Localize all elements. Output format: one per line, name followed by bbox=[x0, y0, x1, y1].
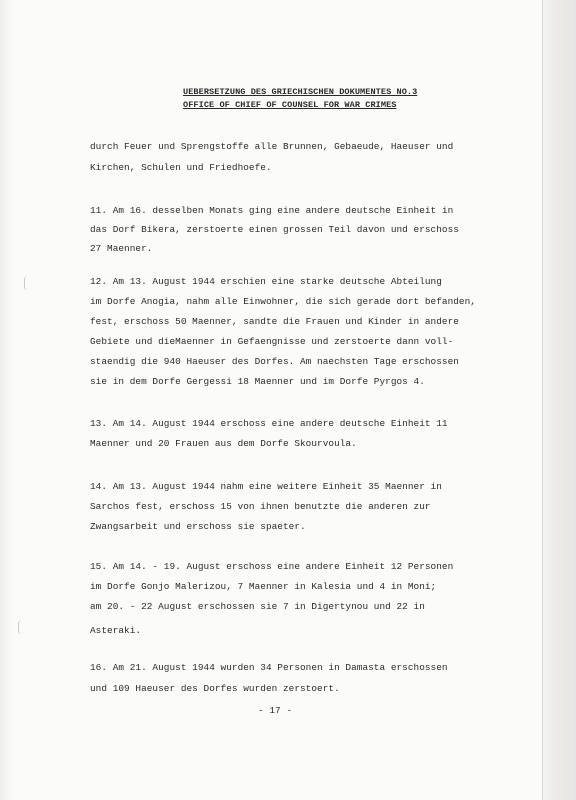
text-line: Asteraki. bbox=[90, 625, 142, 636]
text-line: 15. Am 14. - 19. August erschoss eine andere Einheit 12 Personen bbox=[90, 561, 454, 572]
text-line: 16. Am 21. August 1944 wurden 34 Personen in Damasta erschossen bbox=[90, 662, 448, 673]
page-right-edge bbox=[542, 0, 576, 800]
scan-mark bbox=[18, 620, 25, 634]
text-line: Sarchos fest, erschoss 15 von ihnen benutzte die anderen zur bbox=[90, 501, 431, 512]
text-line: Maenner und 20 Frauen aus dem Dorfe Skourvoula. bbox=[90, 438, 357, 449]
scan-mark bbox=[24, 276, 31, 290]
text-line: Gebiete und dieMaenner in Gefaengnisse und zerstoerte dann voll- bbox=[90, 336, 454, 347]
text-line: im Dorfe Gonjo Malerizou, 7 Maenner in Kalesia und 4 in Moni; bbox=[90, 581, 437, 592]
page-number: - 17 - bbox=[258, 705, 293, 716]
text-line: Kirchen, Schulen und Friedhoefe. bbox=[90, 162, 272, 173]
text-line: 11. Am 16. desselben Monats ging eine andere deutsche Einheit in bbox=[90, 205, 454, 216]
text-line: am 20. - 22 August erschossen sie 7 in Digertynou und 22 in bbox=[90, 601, 425, 612]
text-line: fest, erschoss 50 Maenner, sandte die Frauen und Kinder in andere bbox=[90, 316, 459, 327]
page-fold-line bbox=[542, 0, 543, 800]
text-line: staendig die 940 Haeuser des Dorfes. Am naechsten Tage erschossen bbox=[90, 356, 459, 367]
text-line: durch Feuer und Sprengstoffe alle Brunnen, Gebaeude, Haeuser und bbox=[90, 141, 454, 152]
text-line: 27 Maenner. bbox=[90, 243, 153, 254]
text-line: sie in dem Dorfe Gergessi 18 Maenner und im Dorfe Pyrgos 4. bbox=[90, 376, 425, 387]
text-line: Zwangsarbeit und erschoss sie spaeter. bbox=[90, 521, 306, 532]
text-line: und 109 Haeuser des Dorfes wurden zerstoert. bbox=[90, 683, 340, 694]
text-line: das Dorf Bikera, zerstoerte einen grossen Teil davon und erschoss bbox=[90, 224, 459, 235]
page-left-shadow bbox=[0, 0, 14, 800]
text-line: 12. Am 13. August 1944 erschien eine starke deutsche Abteilung bbox=[90, 276, 442, 287]
document-header-line1: UEBERSETZUNG DES GRIECHISCHEN DOKUMENTES NO.3 bbox=[183, 87, 418, 97]
document-header-line2: OFFICE OF CHIEF OF COUNSEL FOR WAR CRIMES bbox=[183, 100, 397, 110]
text-line: 13. Am 14. August 1944 erschoss eine andere deutsche Einheit 11 bbox=[90, 418, 448, 429]
text-line: 14. Am 13. August 1944 nahm eine weitere Einheit 35 Maenner in bbox=[90, 481, 442, 492]
text-line: im Dorfe Anogia, nahm alle Einwohner, die sich gerade dort befanden, bbox=[90, 296, 476, 307]
